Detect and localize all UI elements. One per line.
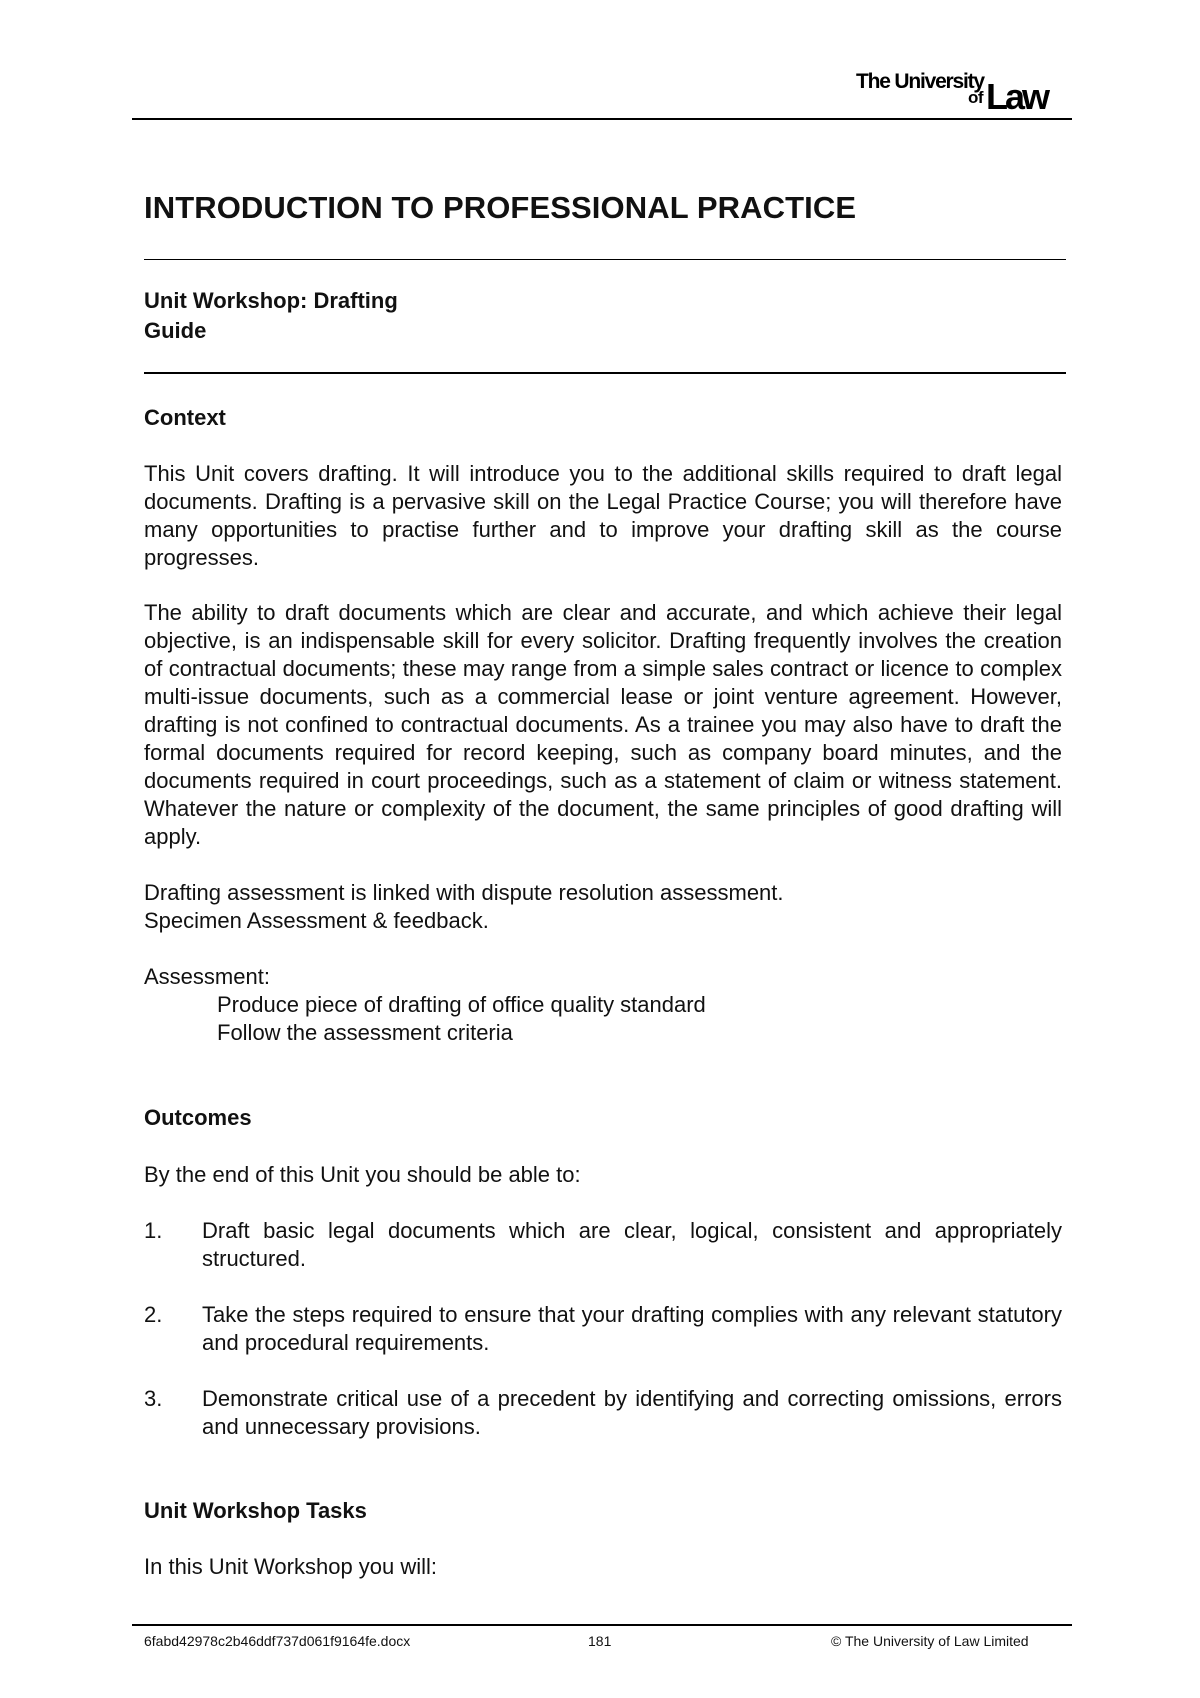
- logo-line-3: Law: [986, 76, 1048, 117]
- title-rule: [144, 259, 1066, 260]
- outcome-text: Demonstrate critical use of a precedent by identifying and correcting omissions, errors and unnecessary provisions.: [202, 1386, 1062, 1439]
- outcome-number: 1.: [144, 1218, 163, 1243]
- footer-copyright: © The University of Law Limited: [831, 1633, 1029, 1649]
- tasks-heading: Unit Workshop Tasks: [144, 1498, 367, 1523]
- subtitle-line-2: Guide: [144, 318, 207, 343]
- subtitle-line-1: Unit Workshop: Drafting: [144, 288, 398, 313]
- context-line-specimen: Specimen Assessment & feedback.: [144, 908, 489, 933]
- logo-line-1: The University: [856, 70, 984, 93]
- subtitle-rule: [144, 372, 1066, 374]
- context-heading: Context: [144, 405, 226, 430]
- footer-filename: 6fabd42978c2b46ddf737d061f9164fe.docx: [144, 1633, 411, 1649]
- logo-line-2: of: [968, 88, 984, 107]
- footer-rule: [132, 1624, 1072, 1626]
- outcome-text: Draft basic legal documents which are clear, logical, consistent and appropriately structured.: [202, 1218, 1062, 1271]
- header-rule: [132, 118, 1072, 120]
- tasks-intro: In this Unit Workshop you will:: [144, 1554, 438, 1579]
- context-paragraph-1: This Unit covers drafting. It will introduce you to the additional skills required to draft legal documents. Drafting is a pervasive skill on the Legal Practice Course; you will therefore have many opportunities to practise further and to improve your drafting skill as the course progresses.: [144, 461, 1062, 570]
- outcome-number: 2.: [144, 1302, 163, 1327]
- assessment-item: Follow the assessment criteria: [217, 1020, 513, 1045]
- assessment-label: Assessment:: [144, 964, 270, 989]
- context-paragraph-2: The ability to draft documents which are clear and accurate, and which achieve their legal objective, is an indispensable skill for every solicitor. Drafting frequently involves the creation of contractual documents; these may range from a simple sales contract or licence to complex multi-issue documents, such as a commercial lease or joint venture agreement. However, drafting is not confined to contractual documents. As a trainee you may also have to draft the formal documents required for record keeping, such as company board minutes, and the documents required in court proceedings, such as a statement of claim or witness statement. Whatever the nature or complexity of the document, the same principles of good drafting will apply.: [144, 600, 1062, 849]
- outcome-number: 3.: [144, 1386, 163, 1411]
- assessment-item: Produce piece of drafting of office quality standard: [217, 992, 706, 1017]
- footer-page-number: 181: [588, 1633, 612, 1649]
- university-logo: [856, 68, 1062, 117]
- page-title: INTRODUCTION TO PROFESSIONAL PRACTICE: [144, 190, 857, 225]
- outcomes-intro: By the end of this Unit you should be able to:: [144, 1162, 581, 1187]
- outcomes-heading: Outcomes: [144, 1105, 252, 1130]
- context-line-dispute: Drafting assessment is linked with dispute resolution assessment.: [144, 880, 784, 905]
- outcome-text: Take the steps required to ensure that your drafting complies with any relevant statutory and procedural requirements.: [202, 1302, 1062, 1355]
